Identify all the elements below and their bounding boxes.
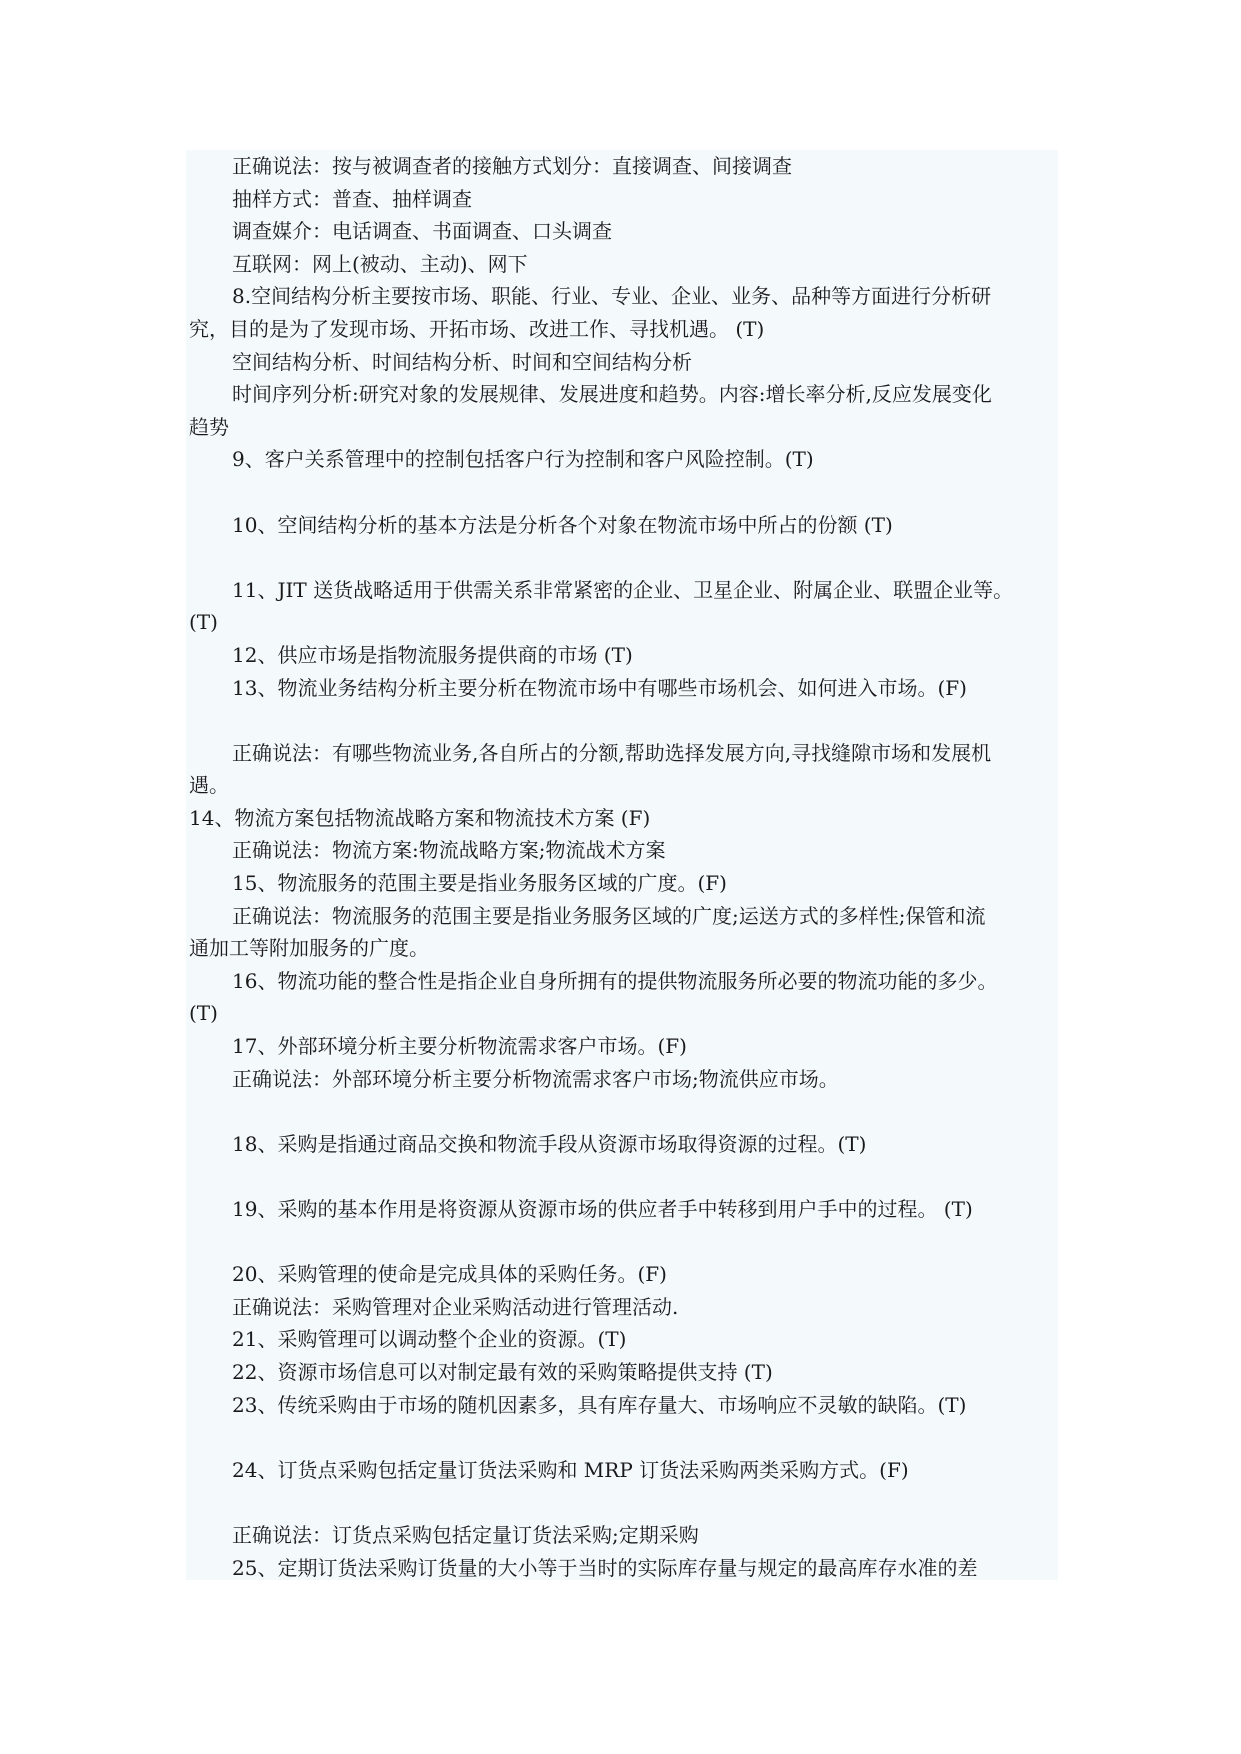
text-line: 22、资源市场信息可以对制定最有效的采购策略提供支持 (T) [232, 1359, 773, 1384]
blank-line [189, 704, 1057, 737]
text-line: 9、客户关系管理中的控制包括客户行为控制和客户风险控制。(T) [232, 447, 814, 472]
text-line: 12、供应市场是指物流服务提供商的市场 (T) [232, 642, 633, 667]
text-line: 互联网：网上(被动、主动)、网下 [232, 251, 528, 276]
blank-line [189, 1486, 1057, 1519]
text-line: 通加工等附加服务的广度。 [189, 936, 429, 961]
text-line: 正确说法：采购管理对企业采购活动进行管理活动. [232, 1294, 679, 1319]
text-line: 趋势 [189, 414, 229, 439]
text-line: 遇。 [189, 773, 229, 798]
text-line: 8.空间结构分析主要按市场、职能、行业、专业、企业、业务、品种等方面进行分析研 [232, 284, 992, 309]
text-line: 空间结构分析、时间结构分析、时间和空间结构分析 [232, 349, 692, 374]
blank-line [189, 1160, 1057, 1193]
text-line: 正确说法：物流方案:物流战略方案;物流战术方案 [232, 838, 666, 863]
text-line: 17、外部环境分析主要分析物流需求客户市场。(F) [232, 1034, 687, 1059]
text-line: 25、定期订货法采购订货量的大小等于当时的实际库存量与规定的最高库存水准的差 [232, 1555, 978, 1580]
text-line: 20、采购管理的使命是完成具体的采购任务。(F) [232, 1262, 667, 1287]
text-line: 调查媒介：电话调查、书面调查、口头调查 [232, 219, 612, 244]
text-line: 19、采购的基本作用是将资源从资源市场的供应者手中转移到用户手中的过程。 (T) [232, 1197, 973, 1221]
text-line: 10、空间结构分析的基本方法是分析各个对象在物流市场中所占的份额 (T) [232, 512, 893, 537]
text-line: 18、采购是指通过商品交换和物流手段从资源市场取得资源的过程。(T) [232, 1131, 867, 1156]
text-line: 24、订货点采购包括定量订货法采购和 MRP 订货法采购两类采购方式。(F) [232, 1457, 909, 1482]
text-line: 15、物流服务的范围主要是指业务服务区域的广度。(F) [232, 871, 727, 896]
text-line: 14、物流方案包括物流战略方案和物流技术方案 (F) [189, 805, 651, 830]
blank-line [189, 1095, 1057, 1128]
text-line: 23、传统采购由于市场的随机因素多，具有库存量大、市场响应不灵敏的缺陷。(T) [232, 1392, 967, 1417]
blank-line [189, 541, 1057, 574]
text-line: 正确说法：按与被调查者的接触方式划分：直接调查、间接调查 [232, 154, 792, 178]
text-line: 时间序列分析:研究对象的发展规律、发展进度和趋势。内容:增长率分析,反应发展变化 [232, 382, 992, 407]
blank-line [189, 1226, 1057, 1259]
text-line: 正确说法：有哪些物流业务,各自所占的分额,帮助选择发展方向,寻找缝隙市场和发展机 [232, 740, 992, 765]
text-line: 13、物流业务结构分析主要分析在物流市场中有哪些市场机会、如何进入市场。(F) [232, 675, 967, 700]
document-body [189, 150, 1057, 1584]
blank-line [189, 1421, 1057, 1454]
text-line: (T) [189, 610, 218, 635]
text-line: 正确说法：订货点采购包括定量订货法采购;定期采购 [232, 1522, 699, 1547]
text-line: 21、采购管理可以调动整个企业的资源。(T) [232, 1327, 627, 1352]
text-line: (T) [189, 1001, 218, 1026]
text-line: 究，目的是为了发现市场、开拓市场、改进工作、寻找机遇。 (T) [189, 316, 765, 341]
text-line: 16、物流功能的整合性是指企业自身所拥有的提供物流服务所必要的物流功能的多少。 [232, 968, 998, 993]
blank-line [189, 476, 1057, 509]
text-line: 正确说法：外部环境分析主要分析物流需求客户市场;物流供应市场。 [232, 1066, 839, 1091]
text-line: 正确说法：物流服务的范围主要是指业务服务区域的广度;运送方式的多样性;保管和流 [232, 903, 986, 928]
text-line: 抽样方式：普查、抽样调查 [232, 186, 472, 211]
text-line: 11、JIT 送货战略适用于供需关系非常紧密的企业、卫星企业、附属企业、联盟企业等。 [232, 577, 1014, 602]
